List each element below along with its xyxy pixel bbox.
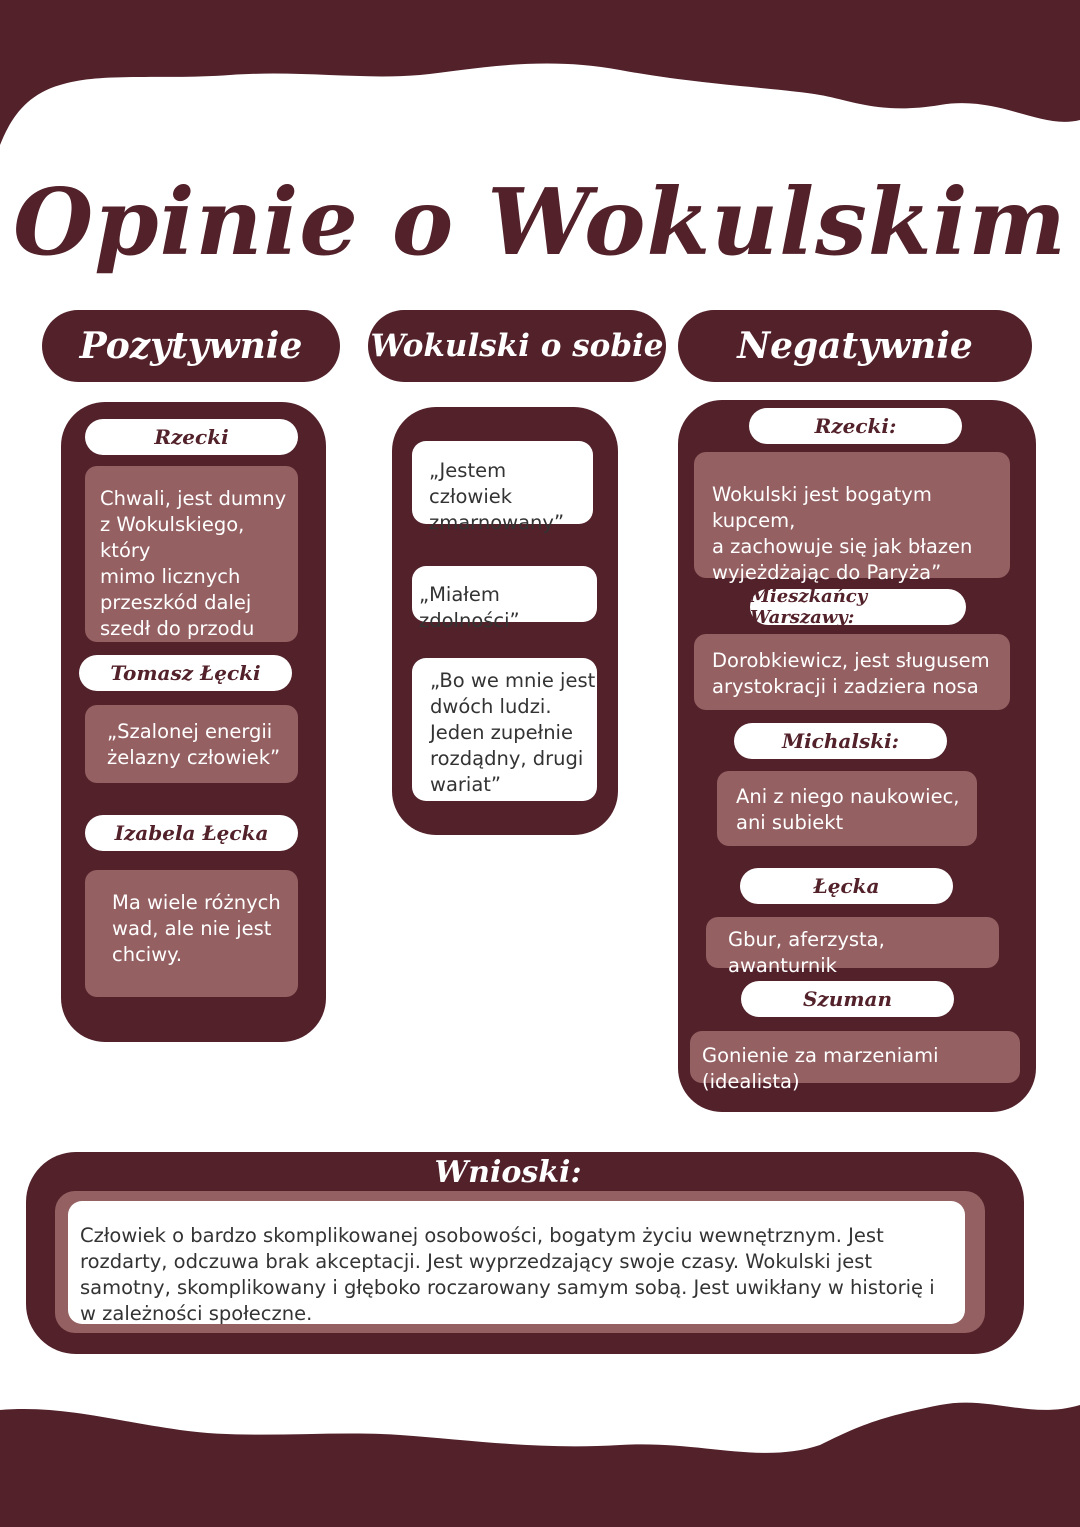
header-self: Wokulski o sobie (368, 310, 666, 382)
positive-name-rzecki: Rzecki (85, 419, 298, 455)
positive-opinion-rzecki: Chwali, jest dumny z Wokulskiego, który mimo licznych przeszkód dalej szedł do przodu (85, 466, 298, 642)
conclusions-text: Człowiek o bardzo skomplikowanej osobowości, bogatym życiu wewnętrznym. Jest rozdarty, odczuwa brak akceptacji. Jest wyprzedzający swoje czasy. Wokulski jest samotny, skomplikowany i głęboko roczarowany samym sobą. Jest uwikłany w historię i w zależności społeczne. (68, 1201, 965, 1324)
page-title: Opinie o Wokulskim (13, 168, 1067, 276)
negative-name-mieszkancy: Mieszkańcy Warszawy: (750, 589, 966, 625)
positive-name-izabela-lecka: Izabela Łęcka (85, 815, 298, 851)
negative-opinion-szuman: Gonienie za marzeniami (idealista) (690, 1031, 1020, 1083)
header-negative: Negatywnie (678, 310, 1032, 382)
negative-name-michalski: Michalski: (734, 723, 947, 759)
negative-name-lecka: Łęcka (740, 868, 953, 904)
header-positive: Pozytywnie (42, 310, 340, 382)
self-quote-1: „Jestem człowiek zmarnowany” (412, 441, 593, 524)
negative-opinion-rzecki: Wokulski jest bogatym kupcem, a zachowuje się jak błazen wyjeżdżając do Paryża” (694, 452, 1010, 578)
conclusions-header: Wnioski: (434, 1154, 582, 1190)
self-quote-3: „Bo we mnie jest dwóch ludzi. Jeden zupełnie rozdądny, drugi wariat” (412, 658, 597, 801)
positive-opinion-izabela-lecka: Ma wiele różnych wad, ale nie jest chciwy. (85, 870, 298, 997)
negative-name-rzecki: Rzecki: (749, 408, 962, 444)
positive-opinion-tomasz-lecki: „Szalonej energii żelazny człowiek” (85, 705, 298, 783)
self-quote-2: „Miałem zdolności” (412, 566, 597, 622)
negative-name-szuman: Szuman (741, 981, 954, 1017)
positive-name-tomasz-lecki: Tomasz Łęcki (79, 655, 292, 691)
negative-opinion-michalski: Ani z niego naukowiec, ani subiekt (717, 771, 977, 846)
negative-opinion-mieszkancy: Dorobkiewicz, jest sługusem arystokracji i zadziera nosa (694, 634, 1010, 710)
negative-opinion-lecka: Gbur, aferzysta, awanturnik (706, 917, 999, 968)
